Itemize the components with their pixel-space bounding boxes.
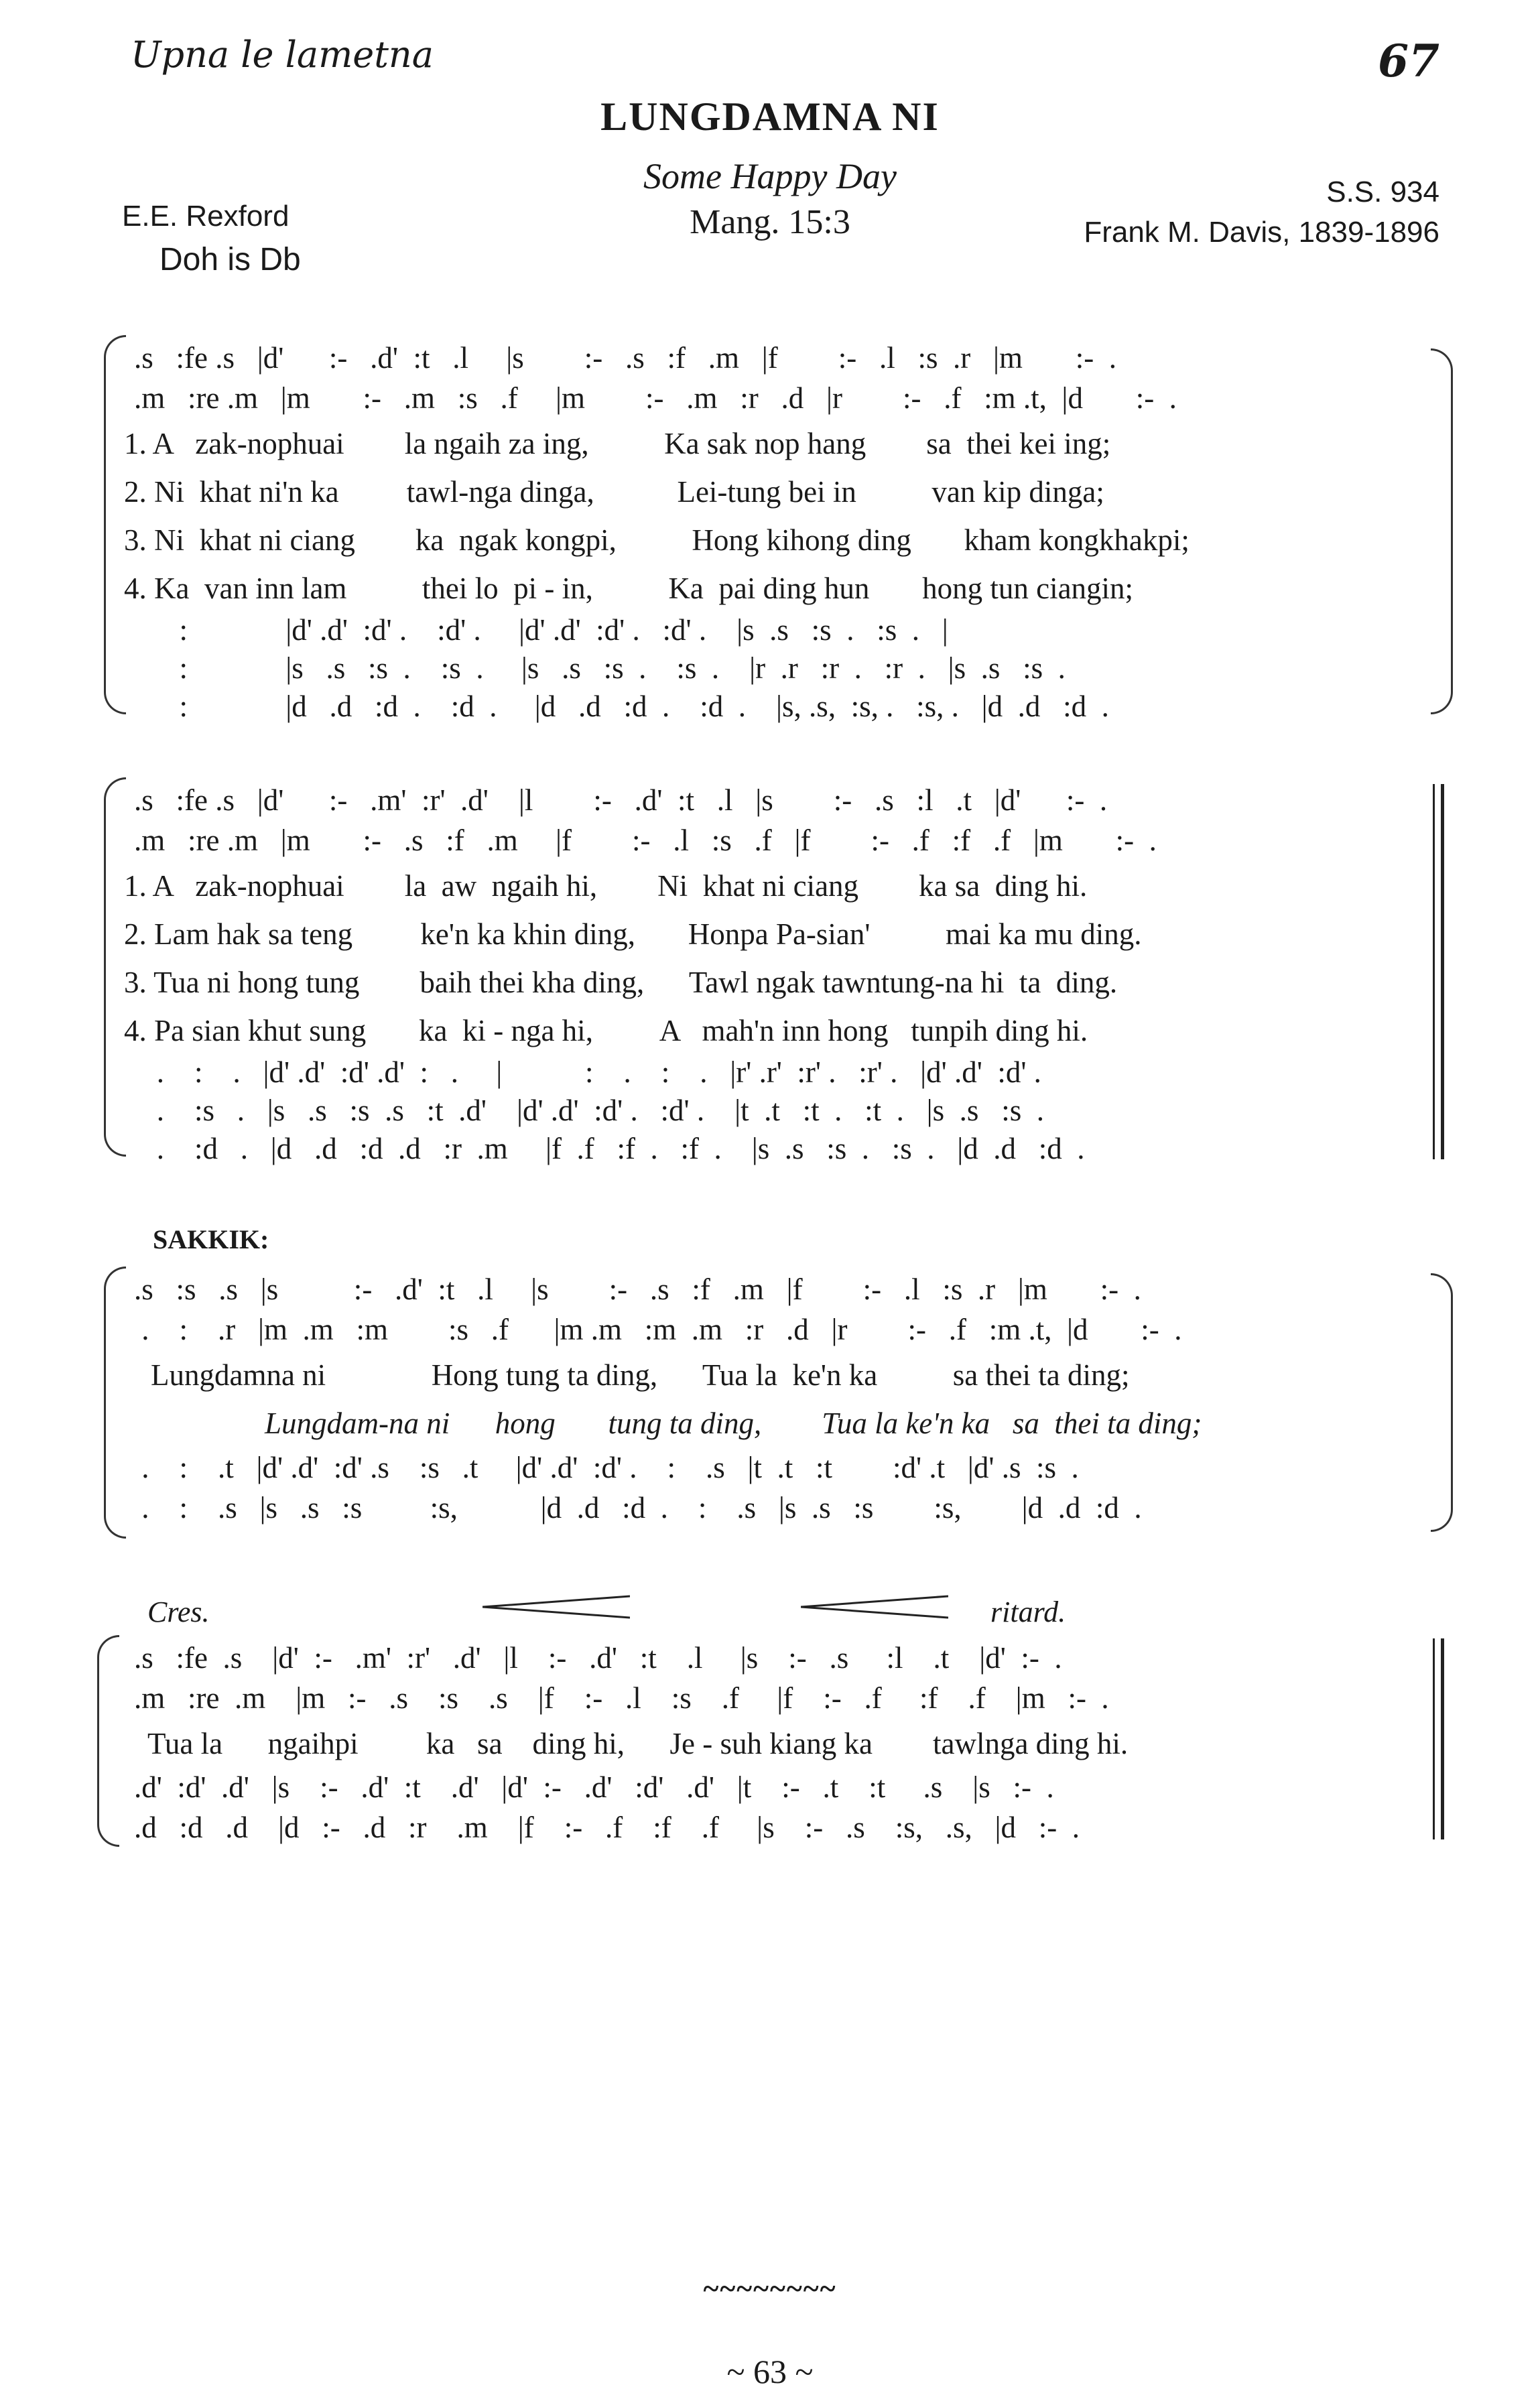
verse-line: 2. Ni khat ni'n ka tawl-nga dinga, Lei-tung bei in van kip dinga; [124,475,1104,509]
key-signature: Doh is Db [159,242,301,277]
ritard-label: ritard. [990,1596,1066,1628]
soprano-line: .s :s .s |s :- .d' :t .l |s :- .s :f .m |f :- .l :s .r |m :- . [134,1273,1141,1306]
system-brace [104,1267,126,1539]
verse-line: 4. Pa sian khut sung ka ki - nga hi, A mah'n inn hong tunpih ding hi. [124,1014,1088,1047]
music-system-2 [0,771,1540,1173]
verse-line: 4. Ka van inn lam thei lo pi - in, Ka pai ding hun hong tun ciangin; [124,572,1134,605]
system-brace [97,1635,119,1847]
chorus-label: SAKKIK: [153,1224,269,1254]
final-barline [1433,1638,1435,1839]
alto-line: .m :re .m |m :- .s :s .s |f :- .l :s .f |f :- .f :f .f |m :- . [134,1681,1109,1715]
verse-line: 3. Tua ni hong tung baih thei kha ding, Tawl ngak tawntung-na hi ta ding. [124,966,1118,999]
alto-line: .m :re .m |m :- .m :s .f |m :- .m :r .d |r :- .f :m .t, |d :- . [134,381,1177,415]
scripture-ref: Mang. 15:3 [690,203,850,241]
tenor-line: .d' :d' .d' |s :- .d' :t .d' |d' :- .d' :d' .d' |t :- .t :t .s |s :- . [134,1770,1054,1804]
music-system-3 [0,1260,1540,1541]
final-barline [1441,784,1444,1159]
final-barline [1441,1638,1444,1839]
system-brace [104,335,126,714]
hymn-number: 67 [1378,35,1439,87]
song-title: LUNGDAMNA NI [600,94,940,139]
crescendo-hairpin [801,1594,948,1620]
chorus-lyric-line: Lungdamna ni Hong tung ta ding, Tua la ke'n ka sa thei ta ding; [151,1358,1130,1392]
system-brace [1431,1273,1453,1532]
ornament-divider: ~~~~~~~~ [703,2272,837,2305]
verse-line: 2. Lam hak sa teng ke'n ka khin ding, Honpa Pa-sian' mai ka mu ding. [124,917,1142,951]
bass-line: . : .s |s .s :s :s, |d .d :d . : .s |s .s :s :s, |d .d :d . [134,1491,1142,1525]
soprano-line: .s :fe .s |d' :- .d' :t .l |s :- .s :f .m |f :- .l :s .r |m :- . [134,341,1116,375]
verse-line: 1. A zak-nophuai la aw ngaih hi, Ni khat ni ciang ka sa ding hi. [124,869,1088,903]
tenor-line-2: : |s .s :s . :s . |s .s :s . :s . |r .r :r . :r . |s .s :s . [134,651,1066,685]
tenor-line-2: . :s . |s .s :s .s :t .d' |d' .d' :d' . :d' . |t .t :t . :t . |s .s :s . [134,1094,1044,1127]
soprano-line: .s :fe .s |d' :- .m' :r' .d' |l :- .d' :t .l |s :- .s :l .t |d' :- . [134,783,1108,817]
ss-number: S.S. 934 [1326,176,1439,208]
verse-line: 1. A zak-nophuai la ngaih za ing, Ka sak nop hang sa thei kei ing; [124,427,1111,460]
lyricist: E.E. Rexford [122,200,290,233]
bass-line: .d :d .d |d :- .d :r .m |f :- .f :f .f |s :- .s :s, .s, |d :- . [134,1811,1080,1844]
bass-line: : |d .d :d . :d . |d .d :d . :d . |s, .s, :s, . :s, . |d .d :d . [134,690,1109,723]
bass-line: . :d . |d .d :d .d :r .m |f .f :f . :f . |s .s :s . :s . |d .d :d . [134,1132,1085,1165]
tenor-line: . : .t |d' .d' :d' .s :s .t |d' .d' :d' . : .s |t .t :t :d' .t |d' .s :s . [134,1451,1079,1484]
system-brace [104,777,126,1157]
page-number: ~ 63 ~ [726,2353,814,2390]
music-system-4 [0,1628,1540,1850]
lyric-line: Tua la ngaihpi ka sa ding hi, Je - suh kiang ka tawlnga ding hi. [147,1727,1129,1760]
song-subtitle: Some Happy Day [643,156,897,196]
crescendo-label: Cres. [147,1596,210,1628]
verse-line: 3. Ni khat ni ciang ka ngak kongpi, Hong kihong ding kham kongkhakpi; [124,523,1190,557]
alto-line: .m :re .m |m :- .s :f .m |f :- .l :s .f |f :- .f :f .f |m :- . [134,824,1157,857]
final-barline [1433,784,1435,1159]
alto-line: . : .r |m .m :m :s .f |m .m :m .m :r .d |r :- .f :m .t, |d :- . [134,1313,1182,1346]
music-system-1 [0,328,1540,730]
composer: Frank M. Davis, 1839-1896 [1084,216,1439,249]
crescendo-hairpin [483,1594,630,1620]
section-header: Upna le lametna [131,34,434,76]
soprano-line: .s :fe .s |d' :- .m' :r' .d' |l :- .d' :t .l |s :- .s :l .t |d' :- . [134,1641,1062,1675]
tenor-line: : |d' .d' :d' . :d' . |d' .d' :d' . :d' . |s .s :s . :s . | [134,613,948,647]
system-brace [1431,348,1453,714]
chorus-echo-line: Lungdam-na ni hong tung ta ding, Tua la ke'n ka sa thei ta ding; [265,1407,1202,1440]
tenor-line: . : . |d' .d' :d' .d' : . | : . : . |r' .r' :r' . :r' . |d' .d' :d' . [134,1055,1041,1089]
